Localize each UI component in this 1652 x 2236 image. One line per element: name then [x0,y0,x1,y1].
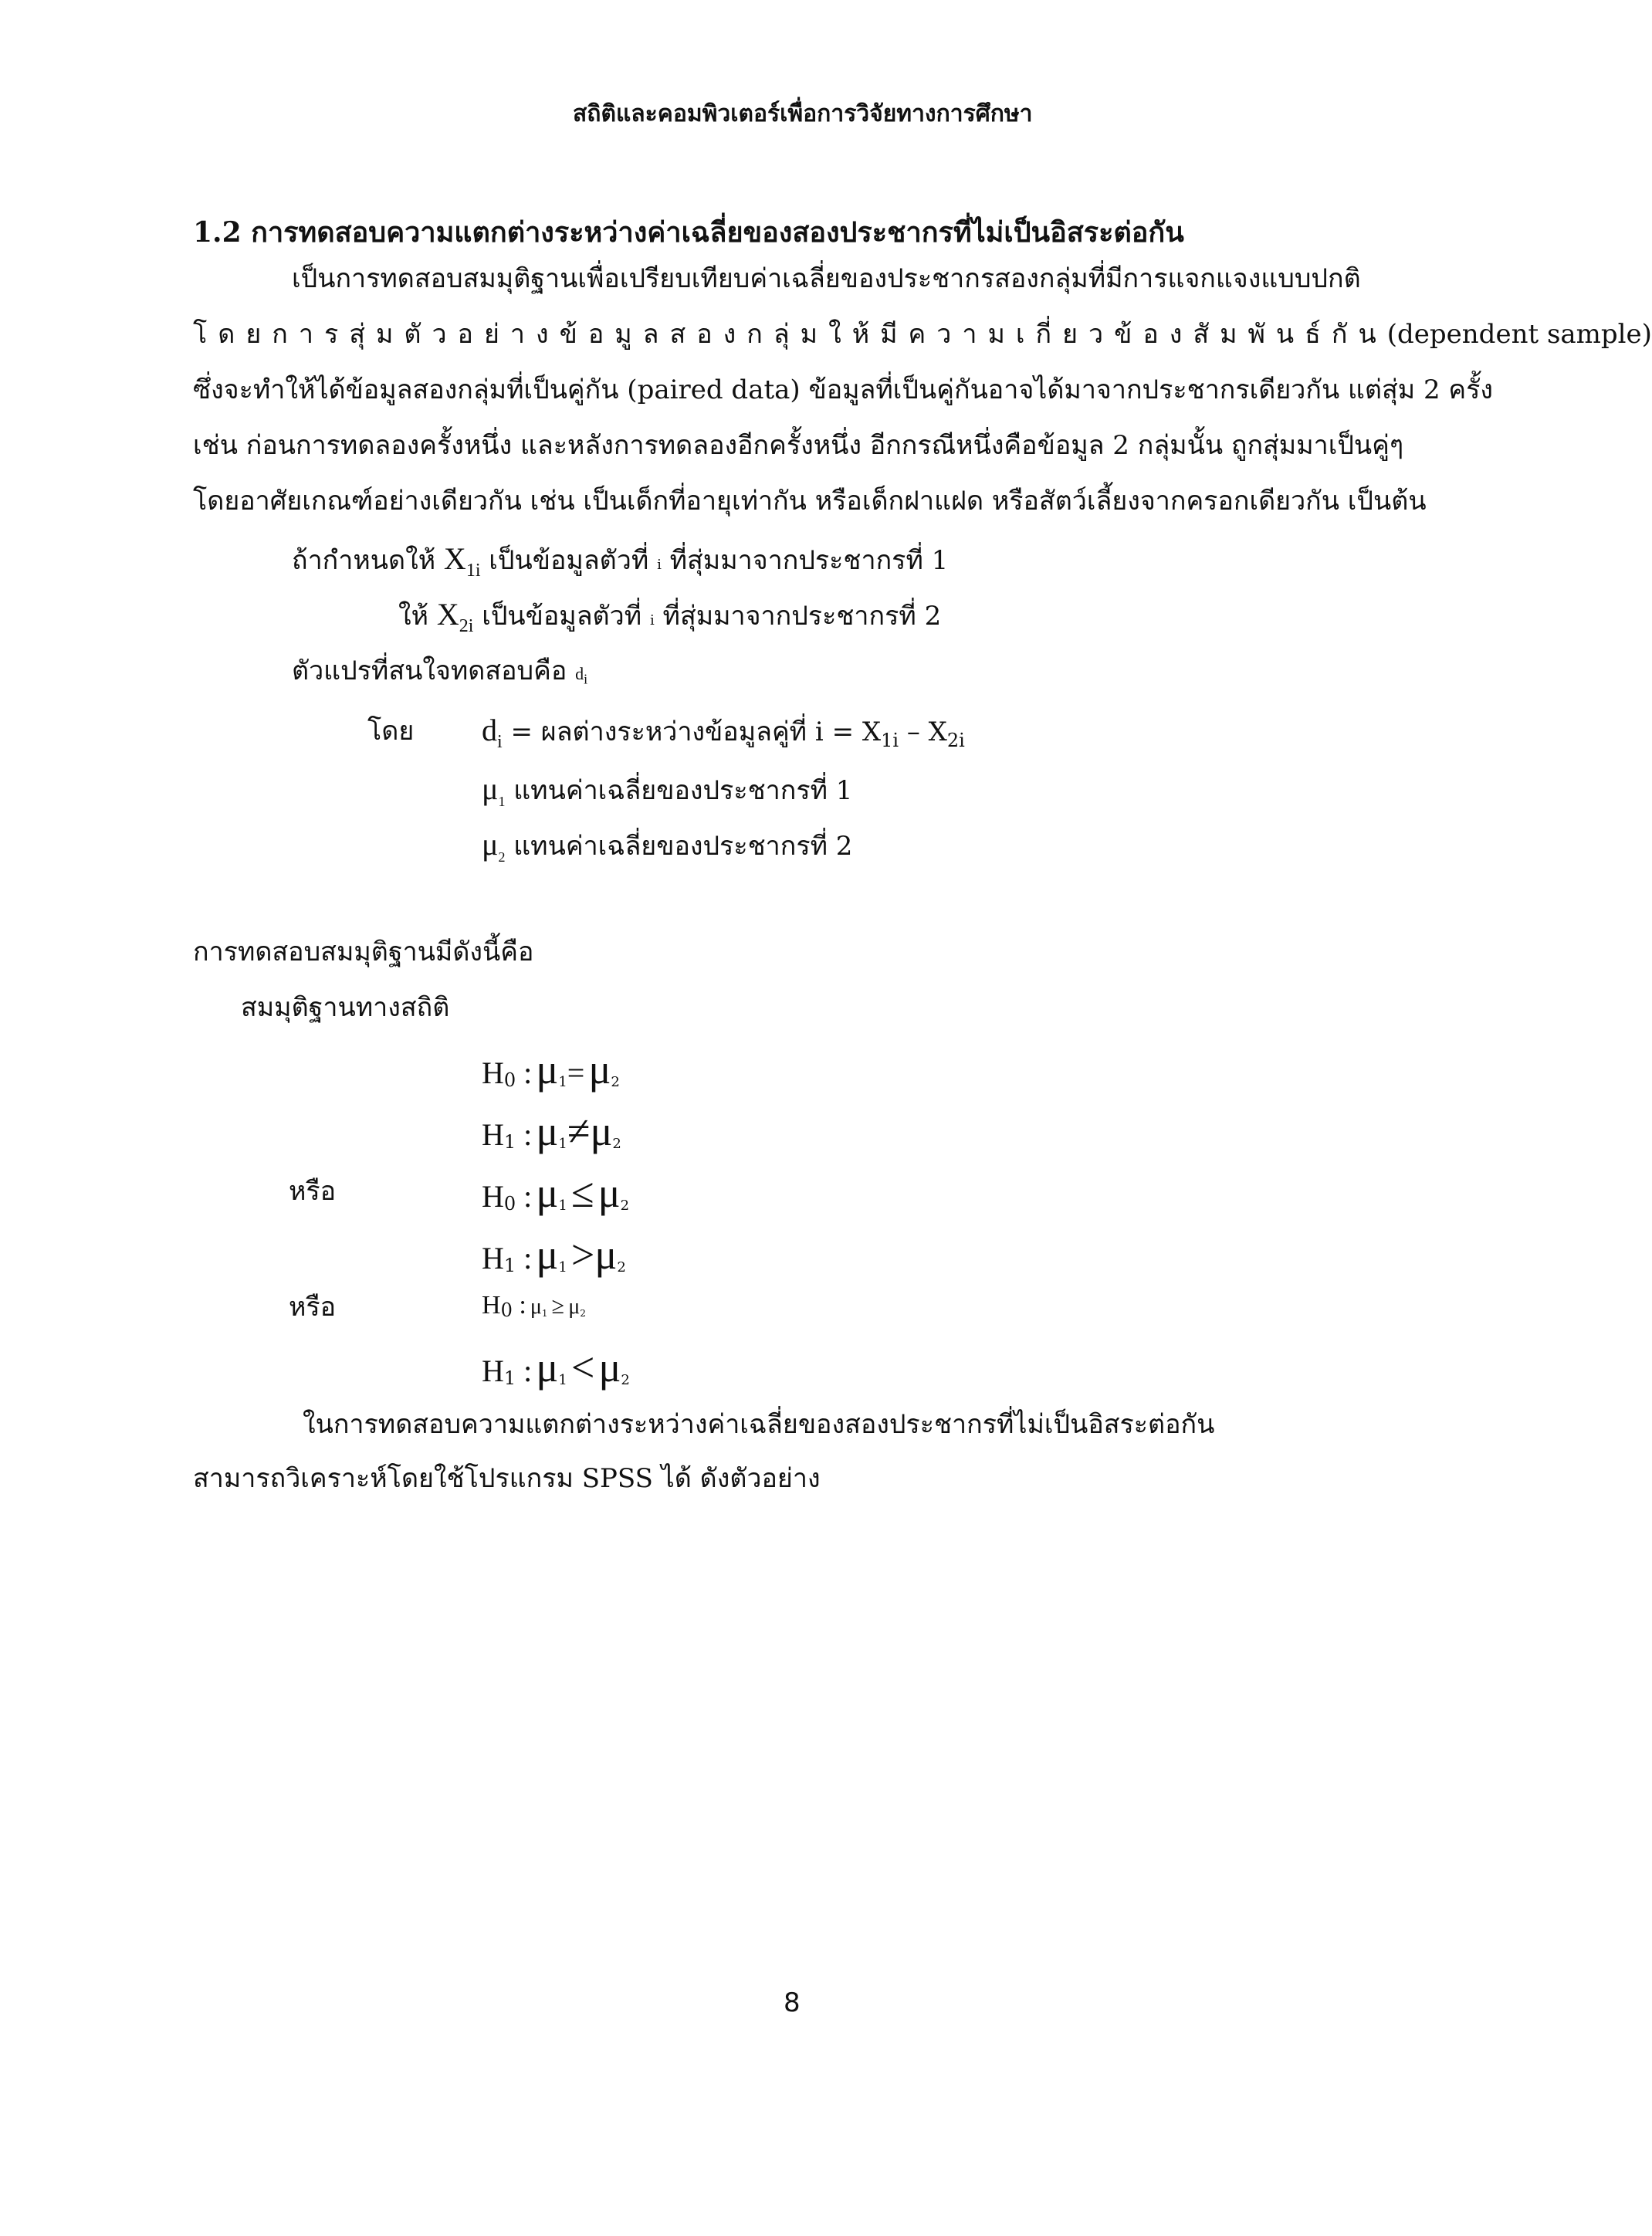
closing-line-1: ในการทดสอบความแตกต่างระหว่างค่าเฉลี่ยของสองประชากรที่ไม่เป็นอิสระต่อกัน [303,1409,1215,1440]
d-symbol: $d_i$ [482,713,503,752]
page-number: 8 [784,1987,801,2018]
intro-line-2-text: โดยการสุ่มตัวอย่างข้อมูลสองกลุ่มให้มีความเกี่ยวข้องสัมพันธ์กัน [193,319,1387,350]
definition-x1-mid: เป็นข้อมูลตัวที่ [489,545,649,576]
index-i: i [657,557,662,573]
d-symbol-small: $d_i$ [575,664,588,687]
index-i: i [649,612,655,628]
definition-x2-end: ที่สุ่มมาจากประชากรที่ 2 [662,601,942,632]
mu2-text: แทนค่าเฉลี่ยของประชากรที่ 2 [513,831,853,862]
definition-x2 [398,599,941,635]
difference-text: = ผลต่างระหว่างข้อมูลคู่ที่ i = X [510,717,882,747]
definition-x1-lead: ถ้ากำหนดให้ [292,545,436,576]
or-label-2: หรือ [289,1292,337,1323]
minus-x: – X [899,717,947,747]
definition-x2-lead: ให้ [398,601,429,632]
difference-definition [482,715,965,751]
intro-line-4: เช่น ก่อนการทดลองครั้งหนึ่ง และหลังการทดลองอีกครั้งหนึ่ง อีกกรณีหนึ่งคือข้อมูล 2 กลุ่มนั้น ถูกสุ่มมาเป็นคู่ๆ [193,430,1404,461]
running-header: สถิติและคอมพิวเตอร์เพื่อการวิจัยทางการศึกษา [573,100,1033,127]
variable-of-interest [292,658,587,686]
h0-greater-equal: $H_0$ : $\mu_1 \ge \mu_2$ [482,1291,586,1322]
closing-line-2: สามารถวิเคราะห์โดยใช้โปรแกรม SPSS ได้ ดังตัวอย่าง [193,1463,821,1494]
intro-line-2 [193,319,1652,350]
intro-line-2-term: (dependent sample) [1386,319,1652,350]
h1-not-equal: $H_1$ : $\mu_1\ne\mu_2$ [482,1108,621,1154]
definition-x2-mid: เป็นข้อมูลตัวที่ [482,601,642,632]
mu1-text: แทนค่าเฉลี่ยของประชากรที่ 1 [513,775,853,806]
or-label-1: หรือ [289,1176,337,1207]
sub-1i: 1i [881,729,899,751]
definition-x1-end: ที่สุ่มมาจากประชากรที่ 1 [669,545,949,576]
intro-line-3: ซึ่งจะทำให้ได้ข้อมูลสองกลุ่มที่เป็นคู่กัน (paired data) ข้อมูลที่เป็นคู่กันอาจได้มาจากประชากรเดียวกัน แต่สุ่ม 2 ครั้ง [193,374,1494,405]
sub-2i: 2i [946,729,965,751]
variable-label: ตัวแปรที่สนใจทดสอบคือ [292,656,567,686]
x1-symbol: $X_{1i}$ [443,541,481,581]
mu1-definition [482,771,853,809]
mu1-symbol: $\mu_1$ [482,771,506,809]
h1-greater: $H_1$ : $\mu_1 >\mu_2$ [482,1231,626,1278]
h1-less: $H_1$ : $\mu_1 < \mu_2$ [482,1344,630,1391]
statistical-hypothesis-label: สมมุติฐานทางสถิติ [241,992,450,1023]
by-label: โดย [367,716,415,747]
mu2-symbol: $\mu_2$ [482,827,506,865]
x2-symbol: $X_{2i}$ [436,597,474,636]
definition-x1 [292,541,949,581]
section-heading: 1.2 การทดสอบความแตกต่างระหว่างค่าเฉลี่ยของสองประชากรที่ไม่เป็นอิสระต่อกัน [193,216,1184,249]
hypothesis-intro: การทดสอบสมมุติฐานมีดังนี้คือ [193,937,534,967]
mu2-definition [482,829,852,864]
h0-less-equal: $H_0$ : $\mu_1 \le \mu_2$ [482,1170,630,1216]
intro-line-5: โดยอาศัยเกณฑ์อย่างเดียวกัน เช่น เป็นเด็กที่อายุเท่ากัน หรือเด็กฝาแฝด หรือสัตว์เลี้ยงจากครอกเดียวกัน เป็นต้น [193,486,1427,517]
intro-line-1: เป็นการทดสอบสมมุติฐานเพื่อเปรียบเทียบค่าเฉลี่ยของประชากรสองกลุ่มที่มีการแจกแจงแบบปกติ [292,263,1361,294]
h0-equal: $H_0$ : $\mu_1= \mu_2$ [482,1046,620,1093]
